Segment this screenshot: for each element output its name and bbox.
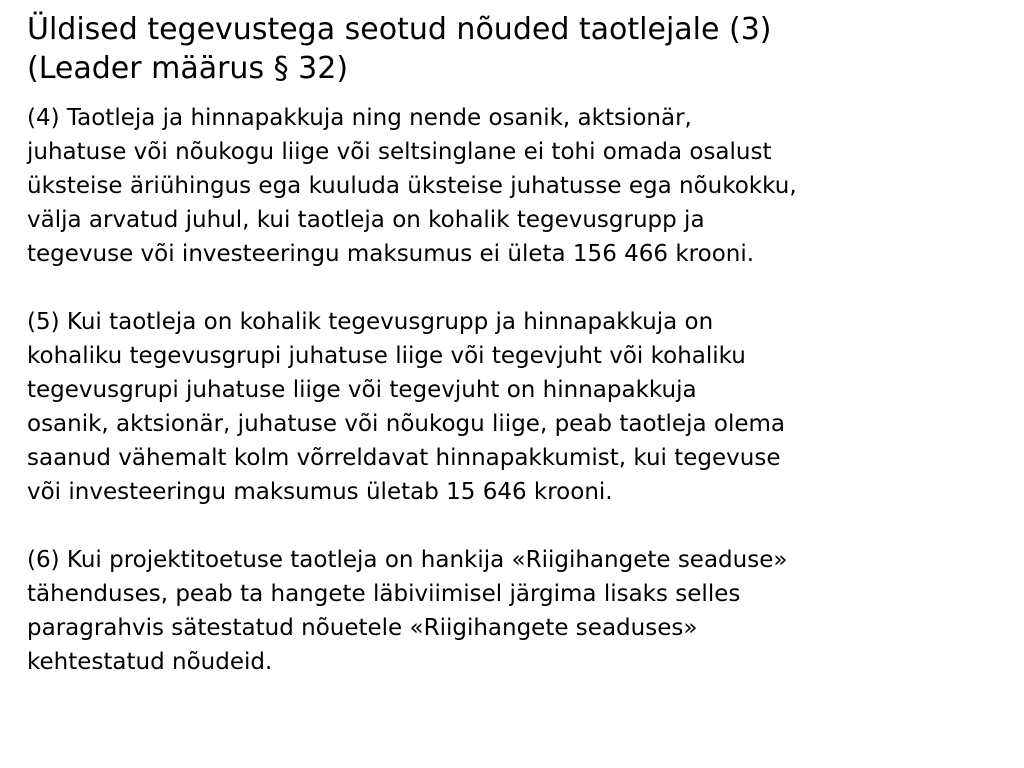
slide-title-line: Üldised tegevustega seotud nõuded taotlejale (3) — [27, 12, 772, 47]
paragraph-line: juhatuse või nõukogu liige või seltsinglane ei tohi omada osalust — [27, 139, 772, 165]
paragraph-line: või investeeringu maksumus ületab 15 646 krooni. — [27, 479, 613, 505]
paragraph-line: (4) Taotleja ja hinnapakkuja ning nende osanik, aktsionär, — [27, 105, 692, 131]
paragraph-5 — [27, 305, 1002, 509]
paragraph-line: saanud vähemalt kolm võrreldavat hinnapakkumist, kui tegevuse — [27, 445, 781, 471]
paragraph-line: tegevusgrupi juhatuse liige või tegevjuht on hinnapakkuja — [27, 377, 697, 403]
paragraph-line: osanik, aktsionär, juhatuse või nõukogu liige, peab taotleja olema — [27, 411, 785, 437]
paragraph-line: paragrahvis sätestatud nõuetele «Riigihangete seaduses» — [27, 615, 698, 641]
paragraph-4 — [27, 101, 1002, 271]
slide-title — [27, 10, 987, 88]
slide-body — [27, 101, 1002, 713]
paragraph-line: (6) Kui projektitoetuse taotleja on hankija «Riigihangete seaduse» — [27, 547, 788, 573]
paragraph-line: (5) Kui taotleja on kohalik tegevusgrupp ja hinnapakkuja on — [27, 309, 714, 335]
paragraph-line: kohaliku tegevusgrupi juhatuse liige või tegevjuht või kohaliku — [27, 343, 746, 369]
paragraph-line: tegevuse või investeeringu maksumus ei ületa 156 466 krooni. — [27, 241, 755, 267]
paragraph-line: välja arvatud juhul, kui taotleja on kohalik tegevusgrupp ja — [27, 207, 705, 233]
paragraph-line: kehtestatud nõudeid. — [27, 649, 273, 675]
slide-title-line: (Leader määrus § 32) — [27, 51, 349, 86]
paragraph-line: tähenduses, peab ta hangete läbiviimisel järgima lisaks selles — [27, 581, 741, 607]
paragraph-line: üksteise äriühingus ega kuuluda üksteise juhatusse ega nõukokku, — [27, 173, 797, 199]
paragraph-6 — [27, 543, 1002, 679]
